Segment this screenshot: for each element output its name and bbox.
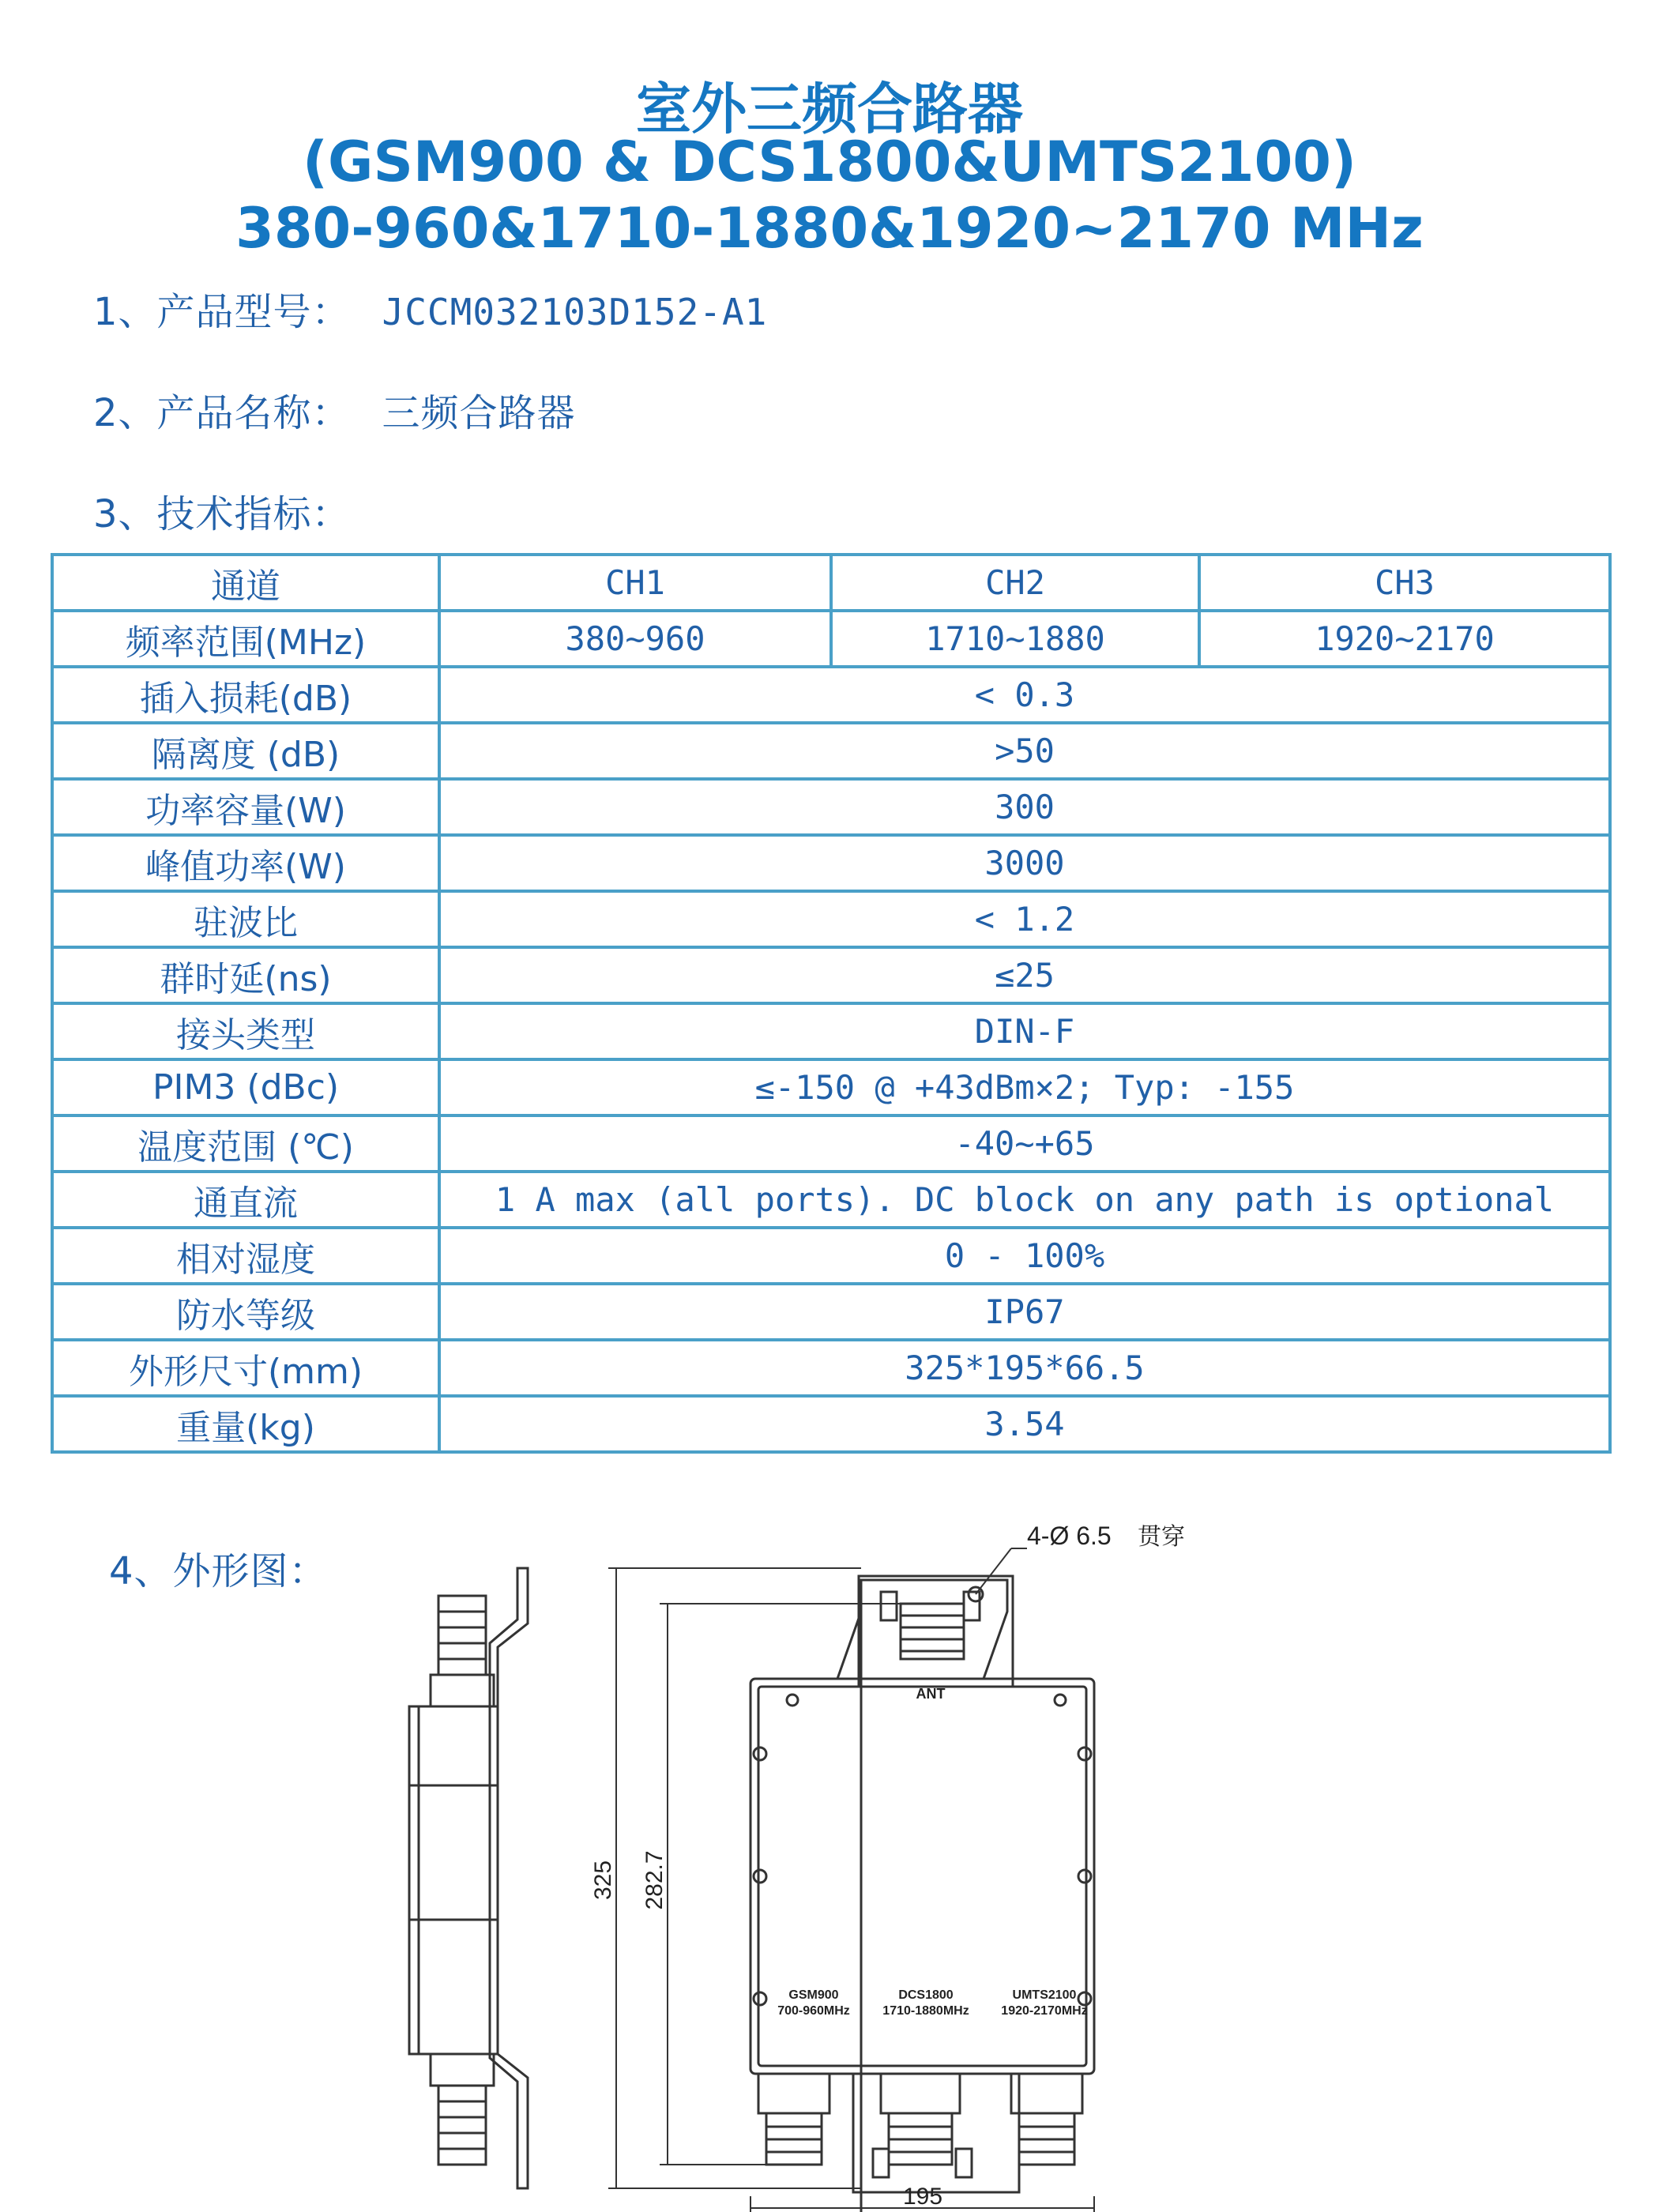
freq-ch2: 1710~1880: [831, 611, 1199, 667]
dim-inner: 282.7: [641, 1850, 668, 1910]
hole-note-through: 贯穿: [1138, 1524, 1185, 1550]
table-row: [52, 1228, 1610, 1284]
side-view: [409, 1568, 528, 2188]
header-cell-ch2: CH2: [831, 555, 1199, 611]
row-label: PIM3 (dBc): [52, 1059, 439, 1115]
freq-ch3: 1920~2170: [1199, 611, 1610, 667]
table-row: [52, 835, 1610, 891]
table-row: [52, 1340, 1610, 1396]
title-line-2: (GSM900 & DCS1800&UMTS2100): [303, 130, 1356, 194]
table-row: [52, 1003, 1610, 1059]
port3-name: UMTS2100: [1012, 1988, 1077, 2002]
dim-height: 325: [590, 1860, 616, 1901]
row-label: 隔离度 (dB): [52, 723, 439, 779]
row-value: < 1.2: [439, 891, 1610, 947]
front-view: [750, 1576, 1094, 2212]
row-value: -40~+65: [439, 1115, 1610, 1172]
table-row: [52, 947, 1610, 1003]
freq-ch1: 380~960: [439, 611, 831, 667]
row-label: 重量(kg): [52, 1396, 439, 1452]
table-row: [52, 1059, 1610, 1115]
header-cell-channel: 通道: [52, 555, 439, 611]
table-row: [52, 891, 1610, 947]
port1-freq: 700-960MHz: [777, 2004, 850, 2018]
row-label: 频率范围(MHz): [52, 611, 439, 667]
table-row-frequency: [52, 611, 1610, 667]
header-cell-ch3: CH3: [1199, 555, 1610, 611]
model-line: [93, 281, 767, 336]
name-label: 2、产品名称：: [93, 391, 351, 435]
table-row: [52, 779, 1610, 835]
dim-width: 195: [902, 2184, 943, 2210]
row-value: IP67: [439, 1284, 1610, 1340]
model-value: JCCM032103D152-A1: [382, 291, 768, 333]
row-label: 接头类型: [52, 1003, 439, 1059]
name-value: 三频合路器: [382, 391, 576, 435]
row-label: 驻波比: [52, 891, 439, 947]
row-value: DIN-F: [439, 1003, 1610, 1059]
outline-drawing: [0, 1501, 1659, 2212]
row-label: 插入损耗(dB): [52, 667, 439, 723]
row-label: 防水等级: [52, 1284, 439, 1340]
row-value: 325*195*66.5: [439, 1340, 1610, 1396]
port2-freq: 1710-1880MHz: [882, 2004, 969, 2018]
row-value: 3000: [439, 835, 1610, 891]
port3-freq: 1920-2170MHz: [1001, 2004, 1088, 2018]
table-row: [52, 1284, 1610, 1340]
spec-table: [51, 553, 1612, 1454]
port2-name: DCS1800: [898, 1988, 954, 2002]
row-value: 0 - 100%: [439, 1228, 1610, 1284]
table-row: [52, 1396, 1610, 1452]
row-label: 相对湿度: [52, 1228, 439, 1284]
specs-label: 3、技术指标：: [93, 492, 351, 536]
table-row: [52, 667, 1610, 723]
row-value: 1 A max (all ports). DC block on any path is optional: [439, 1172, 1610, 1228]
row-value: ≤-150 @ +43dBm×2; Typ: -155: [439, 1059, 1610, 1115]
name-line: [93, 382, 576, 437]
row-label: 功率容量(W): [52, 779, 439, 835]
row-value: >50: [439, 723, 1610, 779]
title-line-3: 380-960&1710-1880&1920~2170 MHz: [235, 196, 1424, 261]
row-label: 通直流: [52, 1172, 439, 1228]
row-label: 外形尺寸(mm): [52, 1340, 439, 1396]
row-label: 群时延(ns): [52, 947, 439, 1003]
table-row: [52, 723, 1610, 779]
row-value: 300: [439, 779, 1610, 835]
drawing-label: 4、外形图：: [109, 1549, 328, 1593]
table-header-row: [52, 555, 1610, 611]
ant-label: ANT: [916, 1686, 946, 1702]
header-cell-ch1: CH1: [439, 555, 831, 611]
row-value: < 0.3: [439, 667, 1610, 723]
row-value: ≤25: [439, 947, 1610, 1003]
table-row: [52, 1172, 1610, 1228]
title-line-1: 室外三频合路器: [636, 77, 1023, 141]
row-value: 3.54: [439, 1396, 1610, 1452]
table-row: [52, 1115, 1610, 1172]
row-label: 温度范围 (℃): [52, 1115, 439, 1172]
hole-note: 4-Ø 6.5: [1027, 1522, 1112, 1550]
port1-name: GSM900: [788, 1988, 839, 2002]
row-label: 峰值功率(W): [52, 835, 439, 891]
model-label: 1、产品型号：: [93, 290, 351, 334]
